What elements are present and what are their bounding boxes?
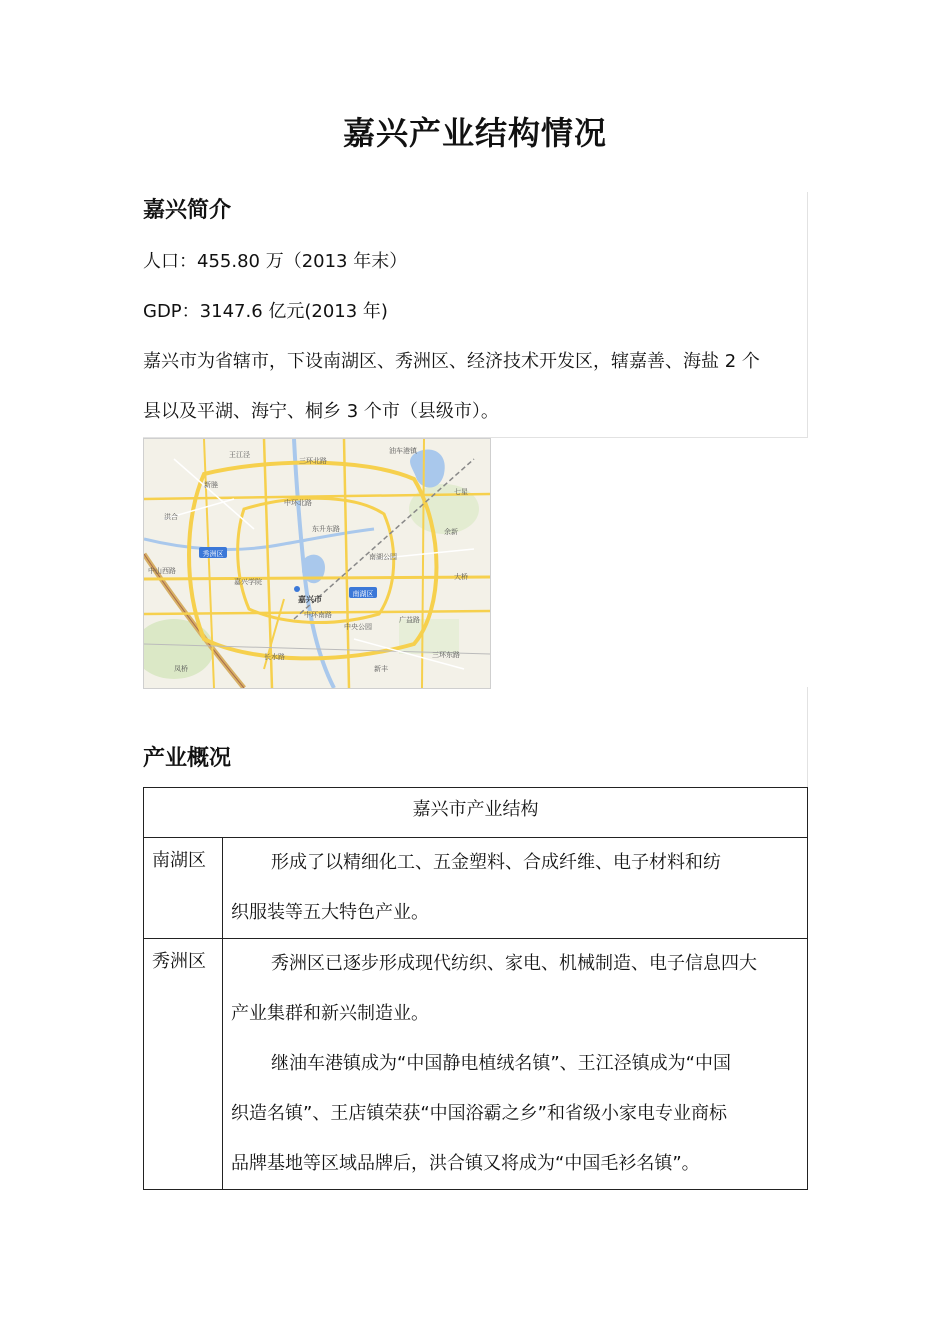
map-road-label: 东升东路 (312, 525, 340, 533)
table-row (144, 838, 808, 939)
map-place-label: 余新 (444, 528, 458, 536)
map-road-label: 长水路 (264, 653, 285, 661)
table-row (144, 939, 808, 1190)
district-cell: 南湖区 (144, 838, 223, 939)
map-road-label: 三环北路 (299, 457, 327, 465)
description-line: 秀洲区已逐步形成现代纺织、家电、机械制造、电子信息四大 (271, 953, 757, 974)
map-place-label: 油车港镇 (389, 447, 417, 455)
industry-table (143, 787, 808, 1190)
description-line: 形成了以精细化工、五金塑料、合成纤维、电子材料和纺 (271, 852, 721, 873)
industry-frame (143, 687, 808, 788)
map-place-label: 七星 (454, 488, 468, 496)
page-title: 嘉兴产业结构情况 (342, 114, 607, 152)
description-line: 产业集群和新兴制造业。 (231, 1003, 429, 1024)
map-road-label: 中山西路 (148, 567, 176, 575)
map-district-label: 秀洲区 (202, 550, 224, 558)
table-header-row (144, 788, 808, 838)
map-place-label: 凤桥 (174, 665, 188, 673)
map-city-label: 嘉兴市 (298, 595, 322, 604)
description-line: 织服装等五大特色产业。 (231, 902, 429, 923)
map-road-label: 广益路 (399, 616, 420, 624)
map-road-label: 中环北路 (284, 499, 312, 507)
jiaxing-map (143, 438, 491, 689)
intro-heading: 嘉兴简介 (143, 198, 232, 223)
admin-text-line-1: 嘉兴市为省辖市，下设南湖区、秀洲区、经济技术开发区，辖嘉善、海盐 2 个 (143, 351, 760, 372)
population-text: 人口：455.80 万（2013 年末） (143, 251, 408, 272)
map-place-label: 中央公园 (344, 623, 372, 631)
description-line: 织造名镇”、王店镇荣获“中国浴霸之乡”和省级小家电专业商标 (231, 1103, 727, 1124)
map-place-label: 王江泾 (229, 451, 250, 459)
map-graphic (144, 439, 490, 688)
map-road-label: 中环南路 (304, 611, 332, 619)
description-line: 品牌基地等区域品牌后，洪合镇又将成为“中国毛衫名镇”。 (231, 1153, 700, 1174)
map-road-label: 三环东路 (432, 651, 460, 659)
description-cell (223, 838, 808, 939)
map-place-label: 新塍 (204, 481, 218, 489)
map-place-label: 南湖公园 (369, 553, 397, 561)
map-place-label: 大桥 (454, 573, 468, 581)
map-place-label: 新丰 (374, 665, 388, 673)
description-cell (223, 939, 808, 1190)
table-caption: 嘉兴市产业结构 (144, 788, 808, 838)
map-place-label: 洪合 (164, 513, 178, 521)
district-cell: 秀洲区 (144, 939, 223, 1190)
map-district-label: 南湖区 (352, 590, 374, 598)
industry-heading: 产业概况 (143, 746, 232, 771)
gdp-text: GDP：3147.6 亿元(2013 年) (143, 301, 388, 322)
map-place-label: 嘉兴学院 (234, 578, 262, 586)
admin-text-line-2: 县以及平湖、海宁、桐乡 3 个市（县级市）。 (143, 401, 499, 422)
description-line: 继油车港镇成为“中国静电植绒名镇”、王江泾镇成为“中国 (271, 1053, 731, 1074)
